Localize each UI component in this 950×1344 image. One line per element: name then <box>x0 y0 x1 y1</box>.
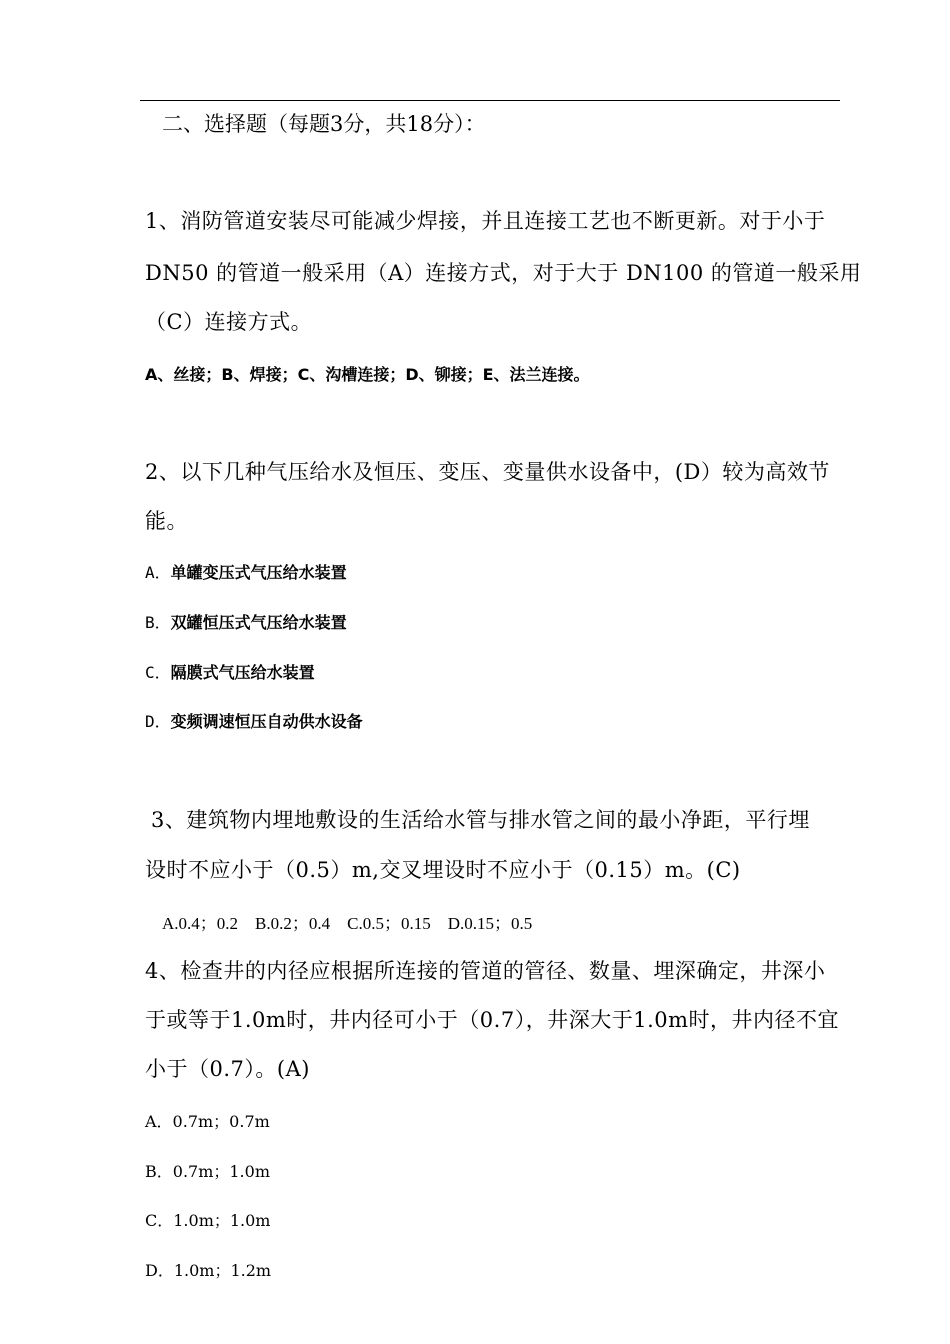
option-text: 单罐变压式气压给水装置 <box>170 563 347 582</box>
question-4-option-a: A．0.7m；0.7m <box>145 1112 270 1131</box>
question-3-line-2: 设时不应小于（0.5）m,交叉埋设时不应小于（0.15）m。(C) <box>145 858 741 882</box>
question-4-line-2: 于或等于1.0m时，井内径可小于（0.7），井深大于1.0m时，井内径不宜 <box>145 1008 840 1032</box>
question-3-options: A.0.4；0.2 B.0.2；0.4 C.0.5；0.15 D.0.15；0.5 <box>162 914 533 933</box>
question-4-option-b: B．0.7m；1.0m <box>145 1162 270 1181</box>
question-4-option-c: C．1.0m；1.0m <box>145 1211 271 1230</box>
question-4-line-1: 4、检查井的内径应根据所连接的管道的管径、数量、埋深确定，井深小 <box>145 959 826 983</box>
option-text: 变频调速恒压自动供水设备 <box>170 712 363 731</box>
question-2-line-1: 2、以下几种气压给水及恒压、变压、变量供水设备中，(D）较为高效节 <box>145 460 830 484</box>
option-text: 双罐恒压式气压给水装置 <box>170 613 347 632</box>
option-label: B． <box>145 613 171 632</box>
question-2-option-b <box>145 615 347 631</box>
question-2-option-a <box>145 565 347 581</box>
question-3-line-1: 3、建筑物内埋地敷设的生活给水管与排水管之间的最小净距，平行埋 <box>151 808 810 832</box>
question-4-line-3: 小于（0.7）。(A) <box>145 1057 310 1081</box>
option-label: D． <box>145 712 171 731</box>
header-rule <box>140 100 840 101</box>
question-1-line-3: （C）连接方式。 <box>145 310 313 334</box>
option-label: C． <box>145 663 171 682</box>
question-2-option-d <box>145 714 363 730</box>
option-label: A． <box>145 563 171 582</box>
question-4-option-d: D．1.0m；1.2m <box>145 1261 272 1280</box>
question-1-line-2: DN50 的管道一般采用（A）连接方式，对于大于 DN100 的管道一般采用 <box>145 261 862 285</box>
section-title: 二、选择题（每题3分，共18分）： <box>162 112 486 136</box>
question-1-line-1: 1、消防管道安装尽可能减少焊接，并且连接工艺也不断更新。对于小于 <box>145 209 826 233</box>
option-text: 隔膜式气压给水装置 <box>170 663 315 682</box>
question-1-options: A、丝接；B、焊接；C、沟槽连接；D、铆接；E、法兰连接。 <box>145 365 590 384</box>
question-2-option-c <box>145 665 315 681</box>
question-2-line-2: 能。 <box>145 509 188 533</box>
